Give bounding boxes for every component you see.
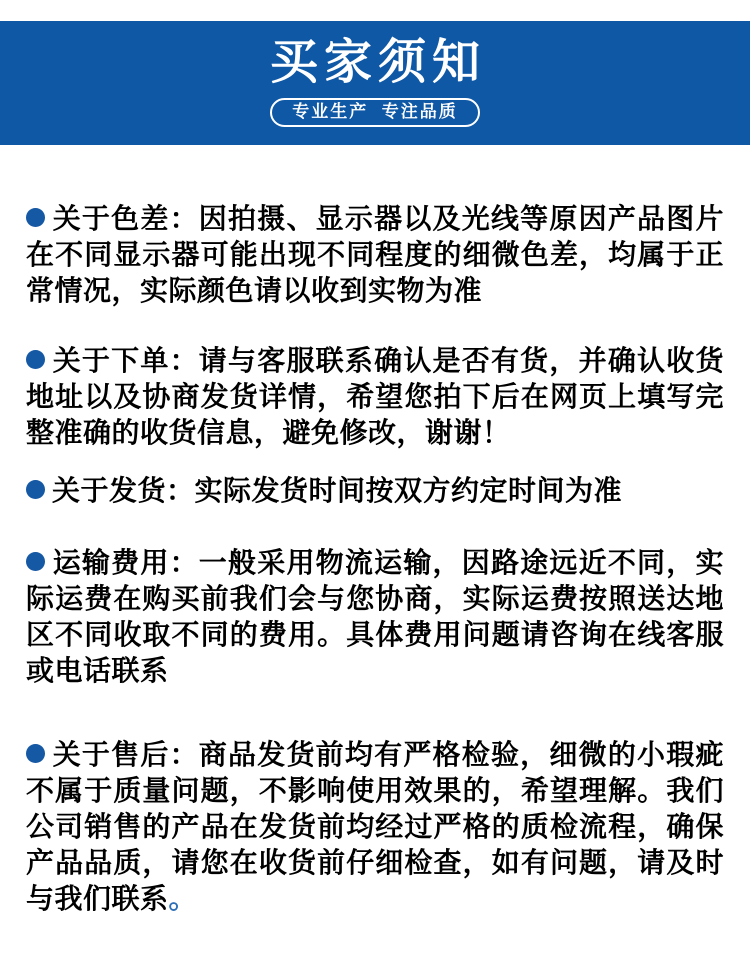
- notice-text: 运输费用：一般采用物流运输，因路途远近不同，实际运费在购买前我们会与您协商，实际运费按照送达地区不同收取不同的费用。具体费用问题请咨询在线客服或电话联系: [26, 547, 724, 686]
- bullet-icon: [26, 744, 45, 763]
- notice-text: 关于发货：实际发货时间按双方约定时间为准: [52, 475, 623, 506]
- notice-item-color-difference: [26, 201, 724, 309]
- notice-item-shipping: [26, 473, 724, 509]
- notice-ending-period: 。: [168, 883, 198, 914]
- notice-item-ordering: [26, 343, 724, 451]
- notice-text: 关于售后：商品发货前均有严格检验，细微的小瑕疵不属于质量问题，不影响使用效果的，希望理解。我们公司销售的产品在发货前均经过严格的质检流程，确保产品品质，请您在收货前仔细检查，如有问题，请及时与我们联系: [26, 739, 724, 914]
- quality-badge: 专业生产 专注品质: [270, 98, 479, 127]
- bullet-icon: [26, 480, 45, 499]
- bullet-icon: [26, 350, 45, 369]
- page-title: 买家须知: [269, 36, 486, 89]
- notice-item-after-sales: [26, 737, 724, 917]
- notice-text: 关于下单：请与客服联系确认是否有货，并确认收货地址以及协商发货详情，希望您拍下后在网页上填写完整准确的收货信息，避免修改，谢谢！: [26, 345, 724, 448]
- notice-text: 关于色差：因拍摄、显示器以及光线等原因产品图片在不同显示器可能出现不同程度的细微色差，均属于正常情况，实际颜色请以收到实物为准: [26, 203, 724, 306]
- bullet-icon: [26, 208, 45, 227]
- buyer-notice-banner: [0, 21, 750, 145]
- notice-item-freight-cost: [26, 545, 724, 689]
- bullet-icon: [26, 552, 45, 571]
- notice-list: [0, 201, 750, 917]
